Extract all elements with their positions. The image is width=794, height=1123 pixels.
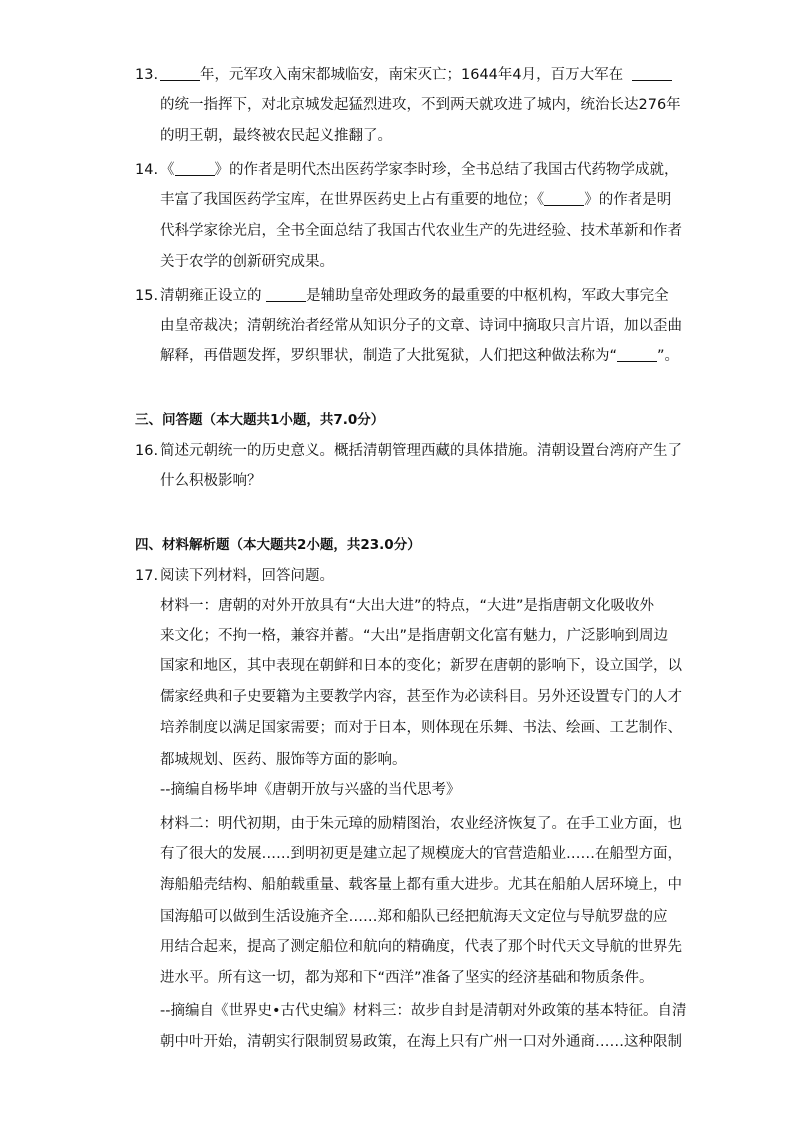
material-1-line-6: 都城规划、医药、服饰等方面的影响。	[160, 752, 407, 768]
answer-blank[interactable]	[160, 65, 200, 81]
question-17-number: 17.	[135, 568, 159, 584]
material-2-line-6: 进水平。所有这一切，都为郑和下“西洋”准备了坚实的经济基础和物质条件。	[160, 970, 654, 986]
question-16-line-1: 简述元朝统一的历史意义。概括清朝管理西藏的具体措施。清朝设置台湾府产生了	[160, 443, 682, 459]
question-13-number: 13.	[135, 67, 159, 83]
material-1-line-5: 培养制度以满足国家需要；而对于日本，则体现在乐舞、书法、绘画、工艺制作、	[160, 720, 682, 736]
question-16-number: 16.	[135, 443, 159, 459]
material-2-line-1: 材料二：明代初期，由于朱元璋的励精图治，农业经济恢复了。在手工业方面，也	[160, 816, 682, 832]
answer-blank[interactable]	[544, 190, 584, 206]
material-3-line-2: 朝中叶开始，清朝实行限制贸易政策，在海上只有广州一口对外通商……这种限制	[160, 1034, 682, 1050]
material-1-line-4: 儒家经典和子史要籍为主要教学内容，甚至作为必读科目。另外还设置专门的人才	[160, 689, 682, 705]
material-2-line-3: 海船船壳结构、船舶载重量、载客量上都有重大进步。尤其在船舶人居环境上，中	[160, 877, 682, 893]
material-2-source-material-3-line-1: --摘编自《世界史•古代史编》材料三：故步自封是清朝对外政策的基本特征。自清	[160, 1003, 687, 1019]
question-14-line-1: 《 》的作者是明代杰出医药学家李时珍，全书总结了我国古代药物学成就，	[160, 162, 679, 178]
question-14-number: 14.	[135, 162, 159, 178]
answer-blank[interactable]	[617, 346, 657, 362]
question-15-line-3: 解释，再借题发挥，罗织罪状，制造了大批冤狱，人们把这种做法称为“ ”。	[160, 348, 680, 364]
material-1-line-3: 国家和地区，其中表现在朝鲜和日本的变化；新罗在唐朝的影响下，设立国学，以	[160, 658, 682, 674]
question-15-number: 15.	[135, 288, 159, 304]
question-15-line-2: 由皇帝裁决；清朝统治者经常从知识分子的文章、诗词中摘取只言片语，加以歪曲	[160, 318, 682, 334]
answer-blank[interactable]	[266, 286, 306, 302]
question-14-line-4: 关于农学的创新研究成果。	[160, 254, 334, 270]
material-1-line-1: 材料一：唐朝的对外开放具有“大出大进”的特点，“大进”是指唐朝文化吸收外	[160, 598, 655, 614]
section-4-heading: 四、材料解析题（本大题共2小题，共23.0分）	[135, 537, 421, 553]
material-1-source: --摘编自杨毕坤《唐朝开放与兴盛的当代思考》	[160, 782, 461, 798]
answer-blank[interactable]	[175, 160, 215, 176]
material-2-line-5: 用结合起来，提高了测定船位和航向的精确度，代表了那个时代天文导航的世界先	[160, 939, 682, 955]
question-15-line-1: 清朝雍正设立的 是辅助皇帝处理政务的最重要的中枢机构，军政大事完全	[160, 288, 669, 304]
question-17-intro: 阅读下列材料，回答问题。	[160, 568, 334, 584]
question-16-line-2: 什么积极影响？	[160, 473, 262, 489]
question-13-line-2: 的统一指挥下，对北京城发起猛烈进攻，不到两天就攻进了城内，统治长达276年	[160, 97, 681, 113]
material-2-line-2: 有了很大的发展……到明初更是建立起了规模庞大的官营造船业……在船型方面，	[160, 846, 682, 862]
material-2-line-4: 国海船可以做到生活设施齐全……郑和船队已经把航海天文定位与导航罗盘的应	[160, 909, 668, 925]
answer-blank[interactable]	[632, 65, 672, 81]
question-13-line-3: 的明王朝，最终被农民起义推翻了。	[160, 128, 392, 144]
question-13-line-1: 年，元军攻入南宋都城临安，南宋灭亡；1644年4月，百万大军在	[160, 65, 672, 85]
question-14-line-2: 丰富了我国医药学宝库，在世界医药史上占有重要的地位；《 》的作者是明	[160, 192, 672, 208]
question-14-line-3: 代科学家徐光启，全书全面总结了我国古代农业生产的先进经验、技术革新和作者	[160, 223, 682, 239]
material-1-line-2: 来文化；不拘一格，兼容并蓄。“大出”是指唐朝文化富有魅力，广泛影响到周边	[160, 628, 669, 644]
section-3-heading: 三、问答题（本大题共1小题，共7.0分）	[135, 412, 385, 428]
